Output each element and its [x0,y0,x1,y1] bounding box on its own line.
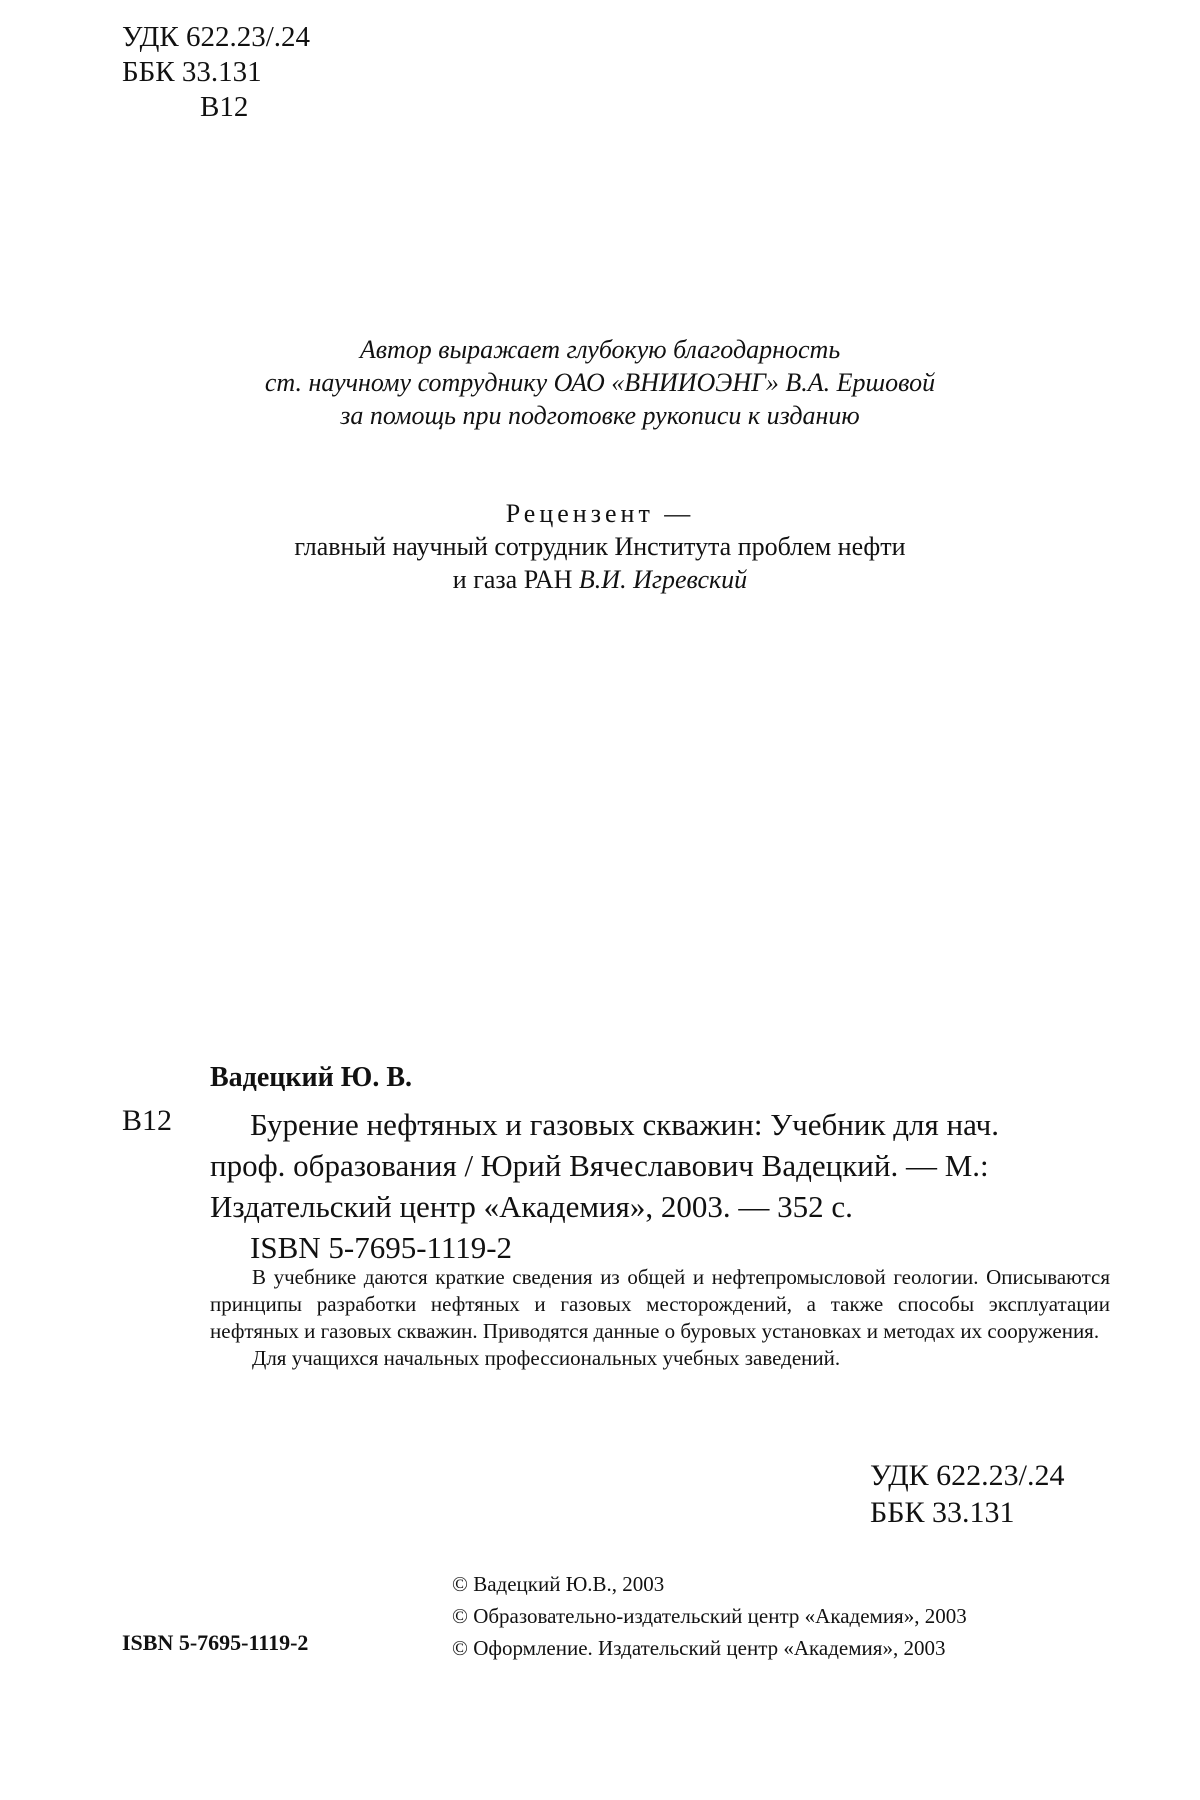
bib-line: Издательский центр «Академия», 2003. — 352 с. [210,1189,853,1224]
reviewer-affiliation [0,563,1200,596]
reviewer-position: главный научный сотрудник Института проблем нефти [294,532,906,561]
acknowledgement [0,333,1200,432]
reviewer-block [0,497,1200,596]
annotation-audience: Для учащихся начальных профессиональных учебных заведений. [252,1346,841,1370]
copyright-line: © Оформление. Издательский центр «Академия», 2003 [452,1636,946,1660]
ack-line: за помощь при подготовке рукописи к изданию [340,401,860,430]
bbk-code: ББК 33.131 [870,1496,1015,1529]
bib-author-mark: В12 [122,1104,173,1137]
isbn-number: ISBN 5-7695-1119-2 [122,1630,309,1655]
top-classification [122,20,310,125]
ack-line: ст. научному сотруднику ОАО «ВНИИОЭНГ» В.А. Ершовой [264,368,936,397]
bbk-code: ББК 33.131 [122,56,262,88]
reviewer-org: и газа РАН [452,565,573,594]
ack-line: Автор выражает глубокую благодарность [359,335,841,364]
bib-line: Бурение нефтяных и газовых скважин: Учебник для нач. [250,1107,999,1142]
annotation [210,1264,1110,1372]
bib-line: проф. образования / Юрий Вячеславович Вадецкий. — М.: [210,1148,989,1183]
udk-code: УДК 622.23/.24 [870,1459,1065,1492]
udk-code: УДК 622.23/.24 [122,21,311,53]
reviewer-name: В.И. Игревский [578,565,748,594]
copyright-notices [452,1568,967,1664]
reviewer-heading: Рецензент — [505,499,695,528]
annotation-paragraph: В учебнике даются краткие сведения из общей и нефтепромысловой геологии. Описываются принципы разработки нефтяных и газовых месторождений, а также способы эксплуатации нефтяных и газовых скважин. Приводятся данные о буровых установках и методах их сооружения. [210,1265,1110,1343]
copyright-line: © Образовательно-издательский центр «Академия», 2003 [452,1604,967,1628]
author-mark: В12 [200,91,249,123]
bottom-classification [870,1457,1065,1531]
bibliographic-description [210,1104,999,1268]
copyright-line: © Вадецкий Ю.В., 2003 [452,1572,665,1596]
book-author: Вадецкий Ю. В. [210,1062,413,1093]
bib-isbn: ISBN 5-7695-1119-2 [250,1230,513,1265]
